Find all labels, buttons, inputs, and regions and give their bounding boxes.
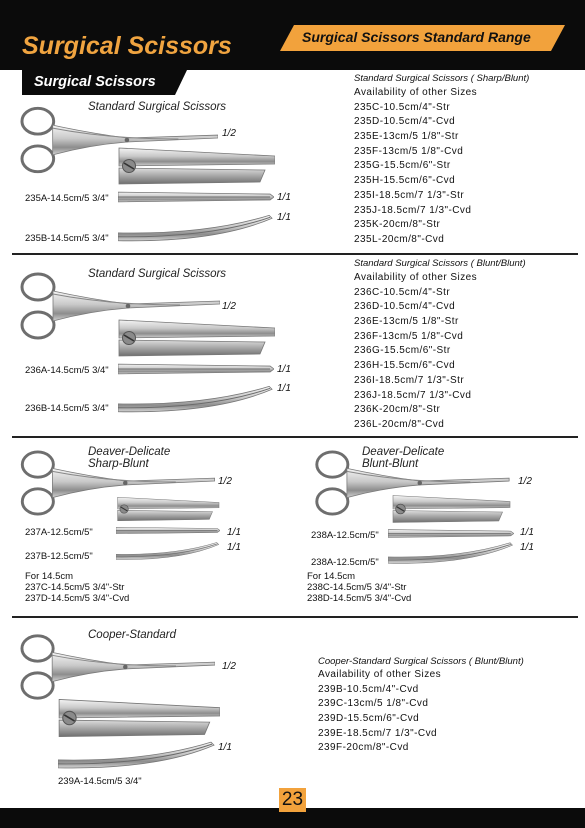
scale-ratio-236: 1/2 (222, 301, 236, 312)
size-item: 236K-20cm/8"-Str (354, 404, 441, 416)
blade-detail-236 (115, 318, 275, 358)
blade-str-236a (118, 362, 274, 376)
size-item: 235C-10.5cm/4"-Str (354, 101, 451, 113)
section-divider (12, 436, 578, 438)
range-banner-label: Surgical Scissors Standard Range (302, 29, 531, 45)
availability-label: Availability of other Sizes (354, 87, 478, 98)
blade-str-235a (118, 190, 274, 204)
section-divider (12, 616, 578, 618)
scissors-239-image (20, 628, 215, 706)
size-item: 236C-10.5cm/4"-Str (354, 286, 451, 298)
blade-cvd-239a (58, 740, 216, 770)
blade-cvd-238b (388, 541, 514, 565)
note-line: For 14.5cm (25, 571, 74, 582)
scale-ratio-235: 1/2 (222, 128, 236, 139)
note-line: For 14.5cm (307, 571, 356, 582)
blade-str-238a (388, 528, 514, 539)
size-item: 236E-13cm/5 1/8"-Str (354, 316, 459, 328)
blade-detail-237 (112, 496, 222, 522)
item-label-238b: 238A-12.5cm/5" (311, 557, 379, 568)
size-item: 235H-15.5cm/6"-Cvd (354, 175, 456, 187)
sizes-list-235 (354, 86, 477, 248)
scale-ratio-237a: 1/1 (227, 527, 241, 538)
section-tab-label: Surgical Scissors (34, 74, 156, 90)
item-label-239a: 239A-14.5cm/5 3/4" (58, 776, 142, 787)
product-name-line: Deaver-Delicate (88, 446, 171, 458)
scale-ratio-239: 1/2 (222, 661, 236, 672)
note-237 (25, 571, 129, 605)
size-item: 235F-13cm/5 1/8"-Cvd (354, 145, 464, 157)
product-name-line: Sharp-Blunt (88, 458, 149, 470)
scale-ratio-238a: 1/1 (520, 527, 534, 538)
scale-ratio-237b: 1/1 (227, 542, 241, 553)
sizes-title-239: Cooper-Standard Surgical Scissors ( Blunt/Blunt) (318, 656, 524, 667)
item-label-236b: 236B-14.5cm/5 3/4" (25, 403, 109, 414)
size-item: 235E-13cm/5 1/8"-Str (354, 131, 459, 143)
scale-ratio-236a: 1/1 (277, 364, 291, 375)
sizes-list-236 (354, 271, 477, 433)
size-item: 235J-18.5cm/7 1/3"-Cvd (354, 204, 472, 216)
note-line: 237D-14.5cm/5 3/4"-Cvd (25, 593, 130, 605)
item-label-237b: 237B-12.5cm/5" (25, 551, 93, 562)
item-label-236a: 236A-14.5cm/5 3/4" (25, 365, 109, 376)
scale-ratio-238b: 1/1 (520, 542, 534, 553)
product-name-line: Deaver-Delicate (362, 446, 445, 458)
product-name-236: Standard Surgical Scissors (88, 268, 227, 280)
section-divider (12, 253, 578, 255)
size-item: 239D-15.5cm/6"-Cvd (318, 713, 420, 725)
item-label-237a: 237A-12.5cm/5" (25, 527, 93, 538)
blade-detail-239 (55, 697, 220, 739)
scale-ratio-235a: 1/1 (277, 192, 291, 203)
sizes-title-236: Standard Surgical Scissors ( Blunt/Blunt) (354, 258, 526, 269)
note-line: 237C-14.5cm/5 3/4"-Str (25, 582, 125, 594)
size-item: 236F-13cm/5 1/8"-Cvd (354, 330, 464, 342)
note-line: 238D-14.5cm/5 3/4"-Cvd (307, 593, 412, 605)
scale-ratio-237: 1/2 (218, 476, 232, 487)
item-label-238a: 238A-12.5cm/5" (311, 530, 379, 541)
blade-cvd-236b (118, 384, 274, 414)
blade-cvd-237b (116, 540, 220, 562)
note-line: 238C-14.5cm/5 3/4"-Str (307, 582, 407, 594)
product-name-line: Blunt-Blunt (362, 458, 419, 470)
availability-label: Availability of other Sizes (318, 669, 442, 680)
sizes-title-235: Standard Surgical Scissors ( Sharp/Blunt) (354, 73, 530, 84)
product-name-235: Standard Surgical Scissors (88, 101, 227, 113)
size-item: 239B-10.5cm/4"-Cvd (318, 683, 419, 695)
page-number: 23 (281, 789, 304, 810)
size-item: 235K-20cm/8"-Str (354, 219, 441, 231)
availability-label: Availability of other Sizes (354, 272, 478, 283)
size-item: 236L-20cm/8"-Cvd (354, 418, 445, 430)
page-title: Surgical Scissors (22, 32, 232, 60)
size-item: 239E-18.5cm/7 1/3"-Cvd (318, 727, 438, 739)
size-item: 235L-20cm/8"-Cvd (354, 233, 445, 245)
size-item: 236J-18.5cm/7 1/3"-Cvd (354, 389, 472, 401)
size-item: 235G-15.5cm/6"-Str (354, 160, 451, 172)
item-label-235b: 235B-14.5cm/5 3/4" (25, 233, 109, 244)
blade-detail-235 (115, 146, 275, 186)
sizes-list-239 (318, 668, 441, 756)
size-item: 235D-10.5cm/4"-Cvd (354, 116, 456, 128)
scale-ratio-236b: 1/1 (277, 383, 291, 394)
size-item: 236H-15.5cm/6"-Cvd (354, 360, 456, 372)
size-item: 235I-18.5cm/7 1/3"-Str (354, 189, 465, 201)
scale-ratio-238: 1/2 (518, 476, 532, 487)
blade-cvd-235b (118, 213, 274, 243)
size-item: 236D-10.5cm/4"-Cvd (354, 301, 456, 313)
size-item: 239F-20cm/8"-Cvd (318, 742, 409, 754)
blade-str-237a (116, 525, 220, 536)
note-238 (307, 571, 411, 605)
size-item: 239C-13cm/5 1/8"-Cvd (318, 698, 429, 710)
size-item: 236G-15.5cm/6"-Str (354, 345, 451, 357)
blade-detail-238 (384, 494, 516, 524)
size-item: 236I-18.5cm/7 1/3"-Str (354, 374, 465, 386)
scale-ratio-235b: 1/1 (277, 212, 291, 223)
item-label-235a: 235A-14.5cm/5 3/4" (25, 193, 109, 204)
scale-ratio-239a: 1/1 (218, 742, 232, 753)
product-name-239: Cooper-Standard (88, 629, 177, 641)
